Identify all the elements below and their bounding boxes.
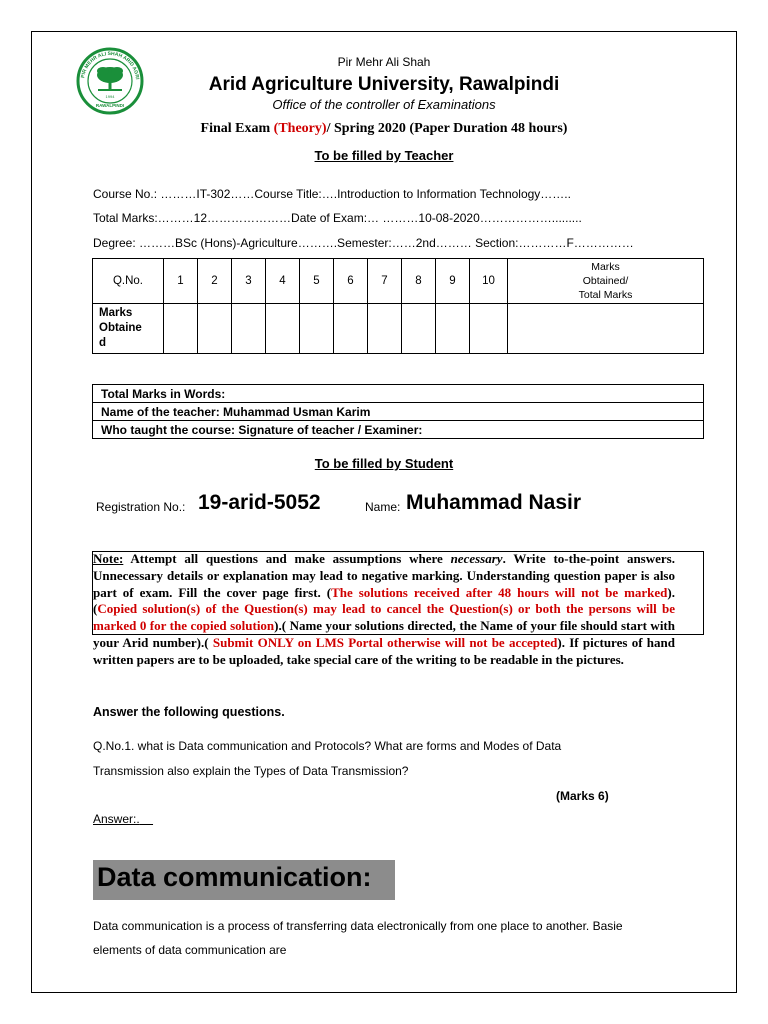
- teacher-signature: Who taught the course: Signature of teacher / Examiner:: [93, 421, 704, 439]
- q-header: 7: [368, 259, 402, 304]
- svg-text:RAWALPINDI: RAWALPINDI: [95, 103, 125, 108]
- total-marks-words: Total Marks in Words:: [93, 385, 704, 403]
- q-header: 5: [300, 259, 334, 304]
- total-label-3: Total Marks: [578, 289, 633, 301]
- q-header: 1: [164, 259, 198, 304]
- note-part: ).( Name your solutions directed, the Name of your file should start with your Arid number).(: [93, 618, 675, 650]
- university-name: Arid Agriculture University, Rawalpindi: [208, 74, 560, 95]
- total-label-2: Obtained/: [582, 275, 629, 287]
- question-1-line2: Transmission also explain the Types of Data Transmission?: [93, 764, 409, 778]
- question-1-line1: Q.No.1. what is Data communication and Protocols? What are forms and Modes of Data: [93, 739, 562, 753]
- mark-cell[interactable]: [368, 304, 402, 354]
- answer-label: [93, 812, 153, 826]
- total-marks-header: [508, 259, 704, 304]
- note-part: . Write to-the-point answers. Unnecessary details or explanation may lead to negative marking. Understanding question paper is also part of exam. Fill the cover page first. (: [93, 551, 675, 600]
- name-label: Name:: [365, 500, 401, 514]
- q-header: 4: [266, 259, 300, 304]
- q-header: 9: [436, 259, 470, 304]
- mark-cell[interactable]: [436, 304, 470, 354]
- name-value: Muhammad Nasir: [406, 491, 582, 514]
- mark-cell[interactable]: [402, 304, 436, 354]
- svg-text:1994: 1994: [105, 94, 115, 99]
- reg-label: Registration No.:: [96, 500, 186, 514]
- degree-line: Degree: ………BSc (Hons)-Agriculture……….Semester:……2nd……… Section:…………F……………: [93, 236, 634, 250]
- q-header: 6: [334, 259, 368, 304]
- marks-obtained-label: [93, 304, 164, 354]
- answer-line1: Data communication is a process of transferring data electronically from one place to another. Basie: [93, 919, 623, 933]
- teacher-section-title: To be filled by Teacher: [314, 148, 454, 163]
- obtained-label-3: d: [99, 337, 107, 349]
- note-part: ). (: [93, 584, 675, 617]
- instruction: Answer the following questions.: [93, 705, 285, 719]
- answer-line2: elements of data communication are: [93, 943, 287, 957]
- header-line1: Pir Mehr Ali Shah: [337, 55, 431, 69]
- obtained-label-1: Marks: [99, 307, 133, 319]
- student-section-title: To be filled by Student: [314, 456, 454, 471]
- teacher-name: Name of the teacher: Muhammad Usman Karim: [93, 403, 704, 421]
- note-italic: necessary: [450, 551, 503, 566]
- note-text: [93, 551, 675, 669]
- note-warning: Copied solution(s) of the Question(s) may lead to cancel the Question(s) or both the persons will be marked 0 for the copied solution: [93, 601, 675, 634]
- teacher-info-table: [92, 384, 704, 439]
- reg-value: 19-arid-5052: [198, 491, 321, 514]
- q-header: 2: [198, 259, 232, 304]
- office-name: Office of the controller of Examinations: [272, 97, 496, 112]
- note-warning: Submit ONLY on LMS Portal otherwise will not be accepted: [212, 634, 558, 650]
- qno-header: Q.No.: [93, 259, 164, 304]
- exam-suffix: / Spring 2020 (Paper Duration 48 hours): [326, 121, 568, 136]
- mark-cell[interactable]: [470, 304, 508, 354]
- exam-prefix: Final Exam: [200, 121, 274, 136]
- note-label: Note:: [93, 551, 124, 566]
- answer-heading: Data communication:: [97, 862, 372, 892]
- marks-table: [92, 258, 704, 354]
- question-1-marks: (Marks 6): [556, 789, 609, 803]
- q-header: 8: [402, 259, 436, 304]
- q-header: 10: [470, 259, 508, 304]
- mark-cell[interactable]: [164, 304, 198, 354]
- exam-title: [0, 121, 768, 137]
- mark-cell[interactable]: [198, 304, 232, 354]
- exam-theory: (Theory): [273, 121, 327, 136]
- mark-cell[interactable]: [300, 304, 334, 354]
- mark-cell[interactable]: [334, 304, 368, 354]
- answer-label-text: Answer:.: [93, 812, 140, 826]
- mark-cell[interactable]: [266, 304, 300, 354]
- note-warning: The solutions received after 48 hours will not be marked: [331, 584, 668, 600]
- course-line: Course No.: ………IT-302……Course Title:….Introduction to Information Technology……..: [93, 187, 571, 201]
- total-mark-cell[interactable]: [508, 304, 704, 354]
- mark-cell[interactable]: [232, 304, 266, 354]
- svg-text:PIR MEHR ALI SHAH ARID AGRICUL: PIR MEHR ALI SHAH ARID AGRI: [80, 50, 140, 80]
- note-part: Attempt all questions and make assumptions where: [123, 551, 451, 566]
- obtained-label-2: Obtaine: [99, 322, 142, 334]
- total-label-1: Marks: [591, 261, 620, 273]
- note-part: ). If pictures of hand written papers are to be uploaded, take special care of the writing to be readable in the pictures.: [93, 634, 675, 667]
- q-header: 3: [232, 259, 266, 304]
- marks-date-line: Total Marks:………12…………………Date of Exam:… ………10-08-2020……………….........: [93, 211, 582, 225]
